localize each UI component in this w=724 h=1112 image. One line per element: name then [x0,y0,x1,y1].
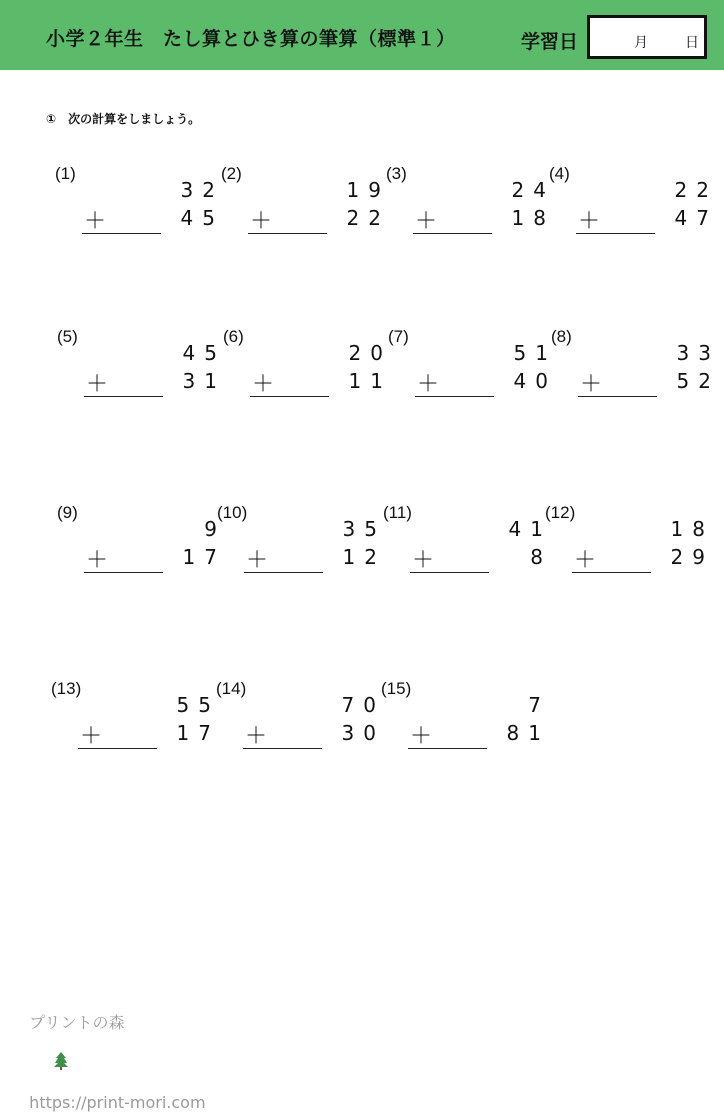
plus-sign: ＋ [410,724,433,749]
problem-number: (14) [216,679,247,698]
problem [551,327,720,417]
problem [57,327,226,417]
addend-top: 22 [674,178,718,202]
answer-line [576,233,655,234]
problem [216,679,385,769]
problem [55,164,224,254]
addend-bottom: 81 [506,721,550,745]
addend-bottom: 18 [511,206,555,230]
problem [381,679,550,769]
plus-sign: ＋ [252,372,275,397]
problem-number: (4) [549,164,570,183]
problem-number: (3) [386,164,407,183]
answer-line [243,748,322,749]
plus-sign: ＋ [80,724,103,749]
addend-top: 20 [348,341,392,365]
problem [221,164,390,254]
plus-sign: ＋ [580,372,603,397]
header-bar [0,0,724,70]
plus-sign: ＋ [415,209,438,234]
problem-number: (15) [381,679,412,698]
addend-bottom: 11 [348,369,392,393]
addend-top: 70 [341,693,385,717]
footer [19,991,206,1112]
plus-sign: ＋ [245,724,268,749]
problem-number: (2) [221,164,242,183]
problem [217,503,386,593]
addend-top: 24 [511,178,555,202]
worksheet-title: 小学２年生 たし算とひき算の筆算（標準１） [46,28,456,50]
answer-line [248,233,327,234]
plus-sign: ＋ [578,209,601,234]
plus-sign: ＋ [574,548,597,573]
problem-number: (9) [57,503,78,522]
problem-number: (6) [223,327,244,346]
answer-line [250,396,329,397]
answer-line [82,233,161,234]
problem-number: (7) [388,327,409,346]
plus-sign: ＋ [246,548,269,573]
study-date-label: 学習日 [521,31,579,53]
problem-number: (10) [217,503,248,522]
addend-top: 35 [342,517,386,541]
instruction-text: ① 次の計算をしましょう。 [46,112,201,126]
problem-number: (5) [57,327,78,346]
day-label: 日 [685,35,699,51]
month-label: 月 [634,35,648,51]
addend-bottom: 17 [182,545,226,569]
answer-line [410,572,489,573]
addend-top: 41 [508,517,552,541]
answer-line [408,748,487,749]
addend-top: 45 [182,341,226,365]
addend-top: 7 [528,693,550,717]
plus-sign: ＋ [86,372,109,397]
addend-bottom: 22 [346,206,390,230]
problem-number: (8) [551,327,572,346]
plus-sign: ＋ [86,548,109,573]
problem-number: (13) [51,679,82,698]
problem-number: (12) [545,503,576,522]
plus-sign: ＋ [417,372,440,397]
problem-number: (11) [383,503,412,522]
problem [57,503,226,593]
addend-top: 18 [670,517,714,541]
answer-line [244,572,323,573]
plus-sign: ＋ [412,548,435,573]
addend-top: 33 [676,341,720,365]
problem [223,327,392,417]
addend-bottom: 29 [670,545,714,569]
addend-bottom: 30 [341,721,385,745]
addend-top: 51 [513,341,557,365]
problem [545,503,714,593]
site-url[interactable]: https://print-mori.com [29,1093,206,1112]
addend-top: 32 [180,178,224,202]
addend-top: 9 [204,517,226,541]
problem [388,327,557,417]
addend-bottom: 47 [674,206,718,230]
addend-bottom: 17 [176,721,220,745]
addend-bottom: 52 [676,369,720,393]
problem [386,164,555,254]
answer-line [78,748,157,749]
study-date-field[interactable] [587,15,707,59]
addend-top: 55 [176,693,220,717]
problem [383,503,552,593]
answer-line [578,396,657,397]
addend-bottom: 12 [342,545,386,569]
answer-line [415,396,494,397]
addend-bottom: 31 [182,369,226,393]
tree-icon [33,1033,67,1093]
addend-bottom: 8 [530,545,552,569]
addend-bottom: 40 [513,369,557,393]
problem-number: (1) [55,164,76,183]
answer-line [84,572,163,573]
answer-line [572,572,651,573]
answer-line [84,396,163,397]
plus-sign: ＋ [250,209,273,234]
answer-line [413,233,492,234]
problem [51,679,220,769]
brand-name: プリントの森 [29,1013,125,1032]
addend-top: 19 [346,178,390,202]
addend-bottom: 45 [180,206,224,230]
problem [549,164,718,254]
plus-sign: ＋ [84,209,107,234]
